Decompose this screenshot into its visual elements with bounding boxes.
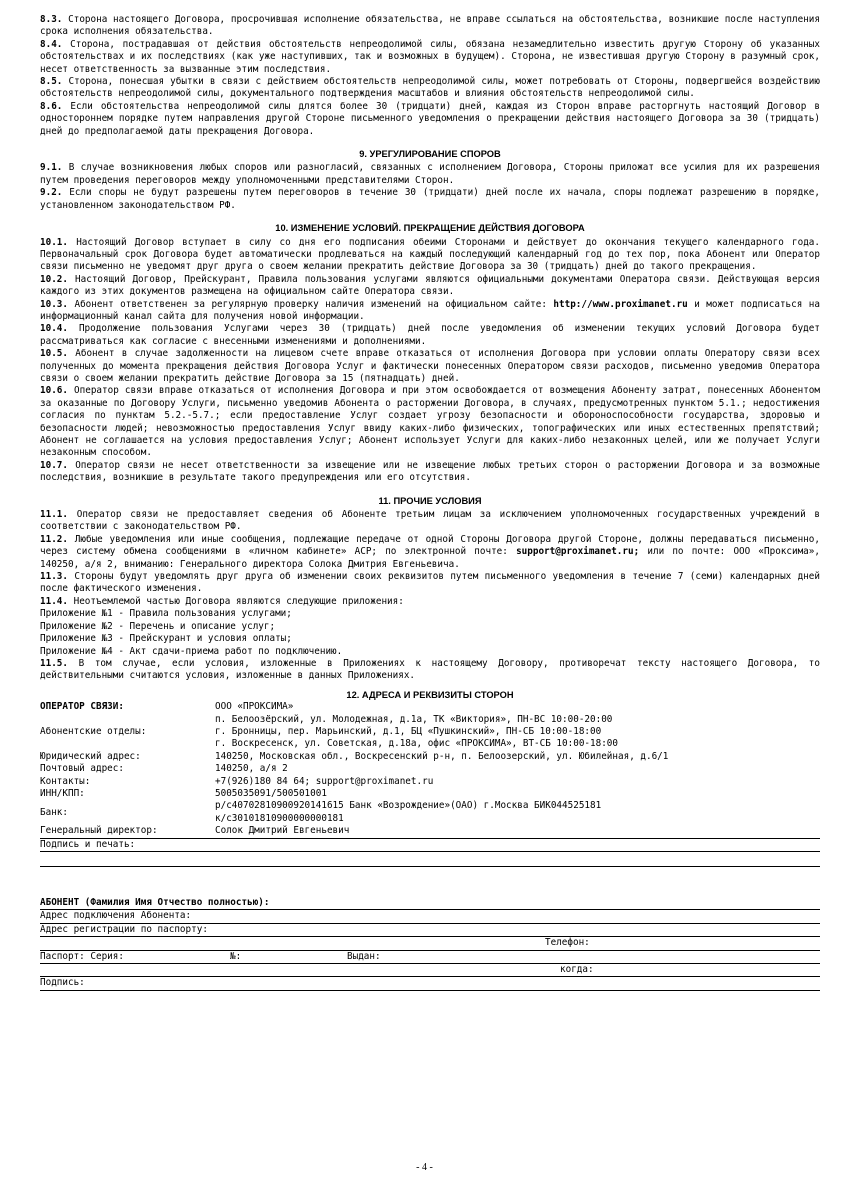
connection-address-label: Адрес подключения Абонента:: [40, 910, 192, 922]
support-email-link[interactable]: support@proximanet.ru;: [516, 546, 640, 558]
section-10-title: 10. ИЗМЕНЕНИЕ УСЛОВИЙ. ПРЕКРАЩЕНИЕ ДЕЙСТВИЯ ДОГОВОРА: [275, 223, 585, 234]
postal-address-label: Почтовый адрес:: [40, 763, 124, 775]
clause: 8.5. Сторона, понесшая убытки в связи с действием обстоятельств непреодолимой силы, может потребовать от Стороны, подвергшейся воздействию обстоятельств непреодолимой силы, документального подтверждения масштабов и влияния обстоятельств непреодолимой силы.: [40, 76, 820, 100]
inn-kpp-label: ИНН/КПП:: [40, 787, 85, 799]
clause: 11.4. Неотъемлемой частью Договора являются следующие приложения:: [40, 595, 404, 607]
website-link[interactable]: http://www.proximanet.ru: [553, 298, 688, 310]
appendix-item: Приложение №4 - Акт сдачи-приема работ по подключению.: [40, 645, 343, 657]
section-12-title: 12. АДРЕСА И РЕКВИЗИТЫ СТОРОН: [346, 689, 514, 700]
operator-signature-line[interactable]: Подпись и печать:: [40, 839, 820, 852]
connection-address-field[interactable]: [40, 909, 820, 923]
clause: 10.2. Настоящий Договор, Прейскурант, Правила пользования услугами являются официальными документами Оператора связи. Действующая версия каждого из этих документов размещена на официальном сайте Оператора связи.: [40, 273, 820, 298]
bank-account: р/с40702810900920141615 Банк «Возрождение»(ОАО) г.Москва БИК044525181: [215, 800, 602, 812]
phone-label: Телефон:: [545, 937, 590, 949]
clause: 11.2. Любые уведомления или иные сообщения, подлежащие передаче от одной Стороны Договора другой Стороне, должны передаваться письменно, через систему обмена сообщениями в «личном кабинете» АСР; по электронной почте: support@proximanet.ru; или по почте: ООО «Проксима», 140250, а/я 2, вниманию: Генерального директора Солока Дмитрия Евгеньевича.: [40, 533, 820, 570]
passport-date-field[interactable]: [40, 964, 820, 977]
appendix-item: Приложение №1 - Правила пользования услугами;: [40, 608, 292, 620]
registration-address-label: Адрес регистрации по паспорту:: [40, 923, 208, 935]
passport-date-label: когда:: [560, 963, 594, 975]
clause: 10.3. Абонент ответственен за регулярную проверку наличия изменений на официальном сайте: http://www.proximanet.ru и может подписаться на информационный канал сайта для получения новой информации.: [40, 298, 820, 322]
abonent-signature-label: Подпись:: [40, 977, 85, 989]
passport-field[interactable]: [40, 951, 820, 964]
appendix-item: Приложение №3 - Прейскурант и условия оплаты;: [40, 633, 292, 645]
appendix-item: Приложение №2 - Перечень и описание услуг;: [40, 620, 276, 632]
passport-number-label: №:: [230, 950, 242, 962]
legal-address-label: Юридический адрес:: [40, 750, 141, 762]
passport-issued-label: Выдан:: [347, 950, 381, 962]
postal-address-value: 140250, а/я 2: [215, 763, 288, 775]
phone-field[interactable]: [40, 937, 820, 950]
director-name: Солок Дмитрий Евгеньевич: [215, 825, 820, 838]
office-address: г. Бронницы, пер. Марьинский, д.1, БЦ «Пушкинский», ПН-СБ 10:00-18:00: [215, 725, 602, 737]
bank-corr-account: к/с30101810900000000181: [215, 812, 344, 824]
operator-address: п. Белоозёрский, ул. Молодежная, д.1а, ТК «Виктория», ПН-ВС 10:00-20:00: [215, 713, 613, 725]
clause: 11.1. Оператор связи не предоставляет сведения об Абоненте третьим лицам за исключением уполномоченных государственных учреждений в соответствии с законодательством РФ.: [40, 509, 820, 533]
clause: 9.1. В случае возникновения любых споров или разногласий, связанных с исполнением Договора, Стороны приложат все усилия для их разрешения путем проведения переговоров между уполномоченными представителями Сторон.: [40, 162, 820, 186]
requisites-table: [40, 701, 820, 838]
bank-label: Банк:: [40, 806, 68, 818]
offices-label: Абонентские отделы:: [40, 725, 147, 737]
registration-address-field[interactable]: [40, 924, 820, 937]
clause: 11.3. Стороны будут уведомлять друг друга об изменении своих реквизитов путем письменного уведомления в течение 7 (семи) календарных дней после фактического изменения.: [40, 571, 820, 595]
clause: 10.6. Оператор связи вправе отказаться от исполнения Договора и при этом освобождается от возмещения Абоненту затрат, понесенных Абонентом за оказанные по Договору Услуги, письменно уведомив Абонента о расторжении Договора, в случаях, предусмотренных пунктом 5.1.; недостижения согласия по пунктам 5.2.-5.7.; если предоставление Услуг создает угрозу безопасности и обороноспособности государства, здоровью и безопасности людей; невозможностью предоставления Услуг ввиду каких-либо физических, топографических или иных естественных препятствий; Абонент не соглашается на условия предоставления Услуг; Абонент использует Услуги для каких-либо незаконных целей, или же получает Услуги незаконным способом.: [40, 385, 820, 459]
clause: 10.5. Абонент в случае задолженности на лицевом счете вправе отказаться от исполнения Договора при условии оплаты Оператору связи всех полученных до момента прекращения действия Договора Услуг и фактически понесенных Оператором связи расходов, письменно уведомив Оператора связи о своем желании прекратить действие Договора за 15 (пятнадцать) дней.: [40, 348, 820, 384]
clause: 8.6. Если обстоятельства непреодолимой силы длятся более 30 (тридцати) дней, каждая из Сторон вправе расторгнуть настоящий Договор в одностороннем порядке путем направления другой Стороне письменного уведомления о прекращении действия настоящего Договора за 30 (тридцать) дней до предполагаемой даты прекращения Договора.: [40, 100, 820, 137]
contacts-value: +7(926)180 84 64; support@proximanet.ru: [215, 775, 434, 787]
operator-label: ОПЕРАТОР СВЯЗИ:: [40, 701, 124, 713]
section-8-items: [40, 14, 820, 138]
clause: 10.1. Настоящий Договор вступает в силу со дня его подписания обеими Сторонами и действует до окончания текущего календарного года. Первоначальный срок Договора будет автоматически продлеваться на каждый последующий календарный год до тех пор, пока Абонент или Оператор связи письменно не уведомят друг друга о своем желании прекратить действие Договора за 30 (тридцать) дней до такого прекращения.: [40, 236, 820, 273]
abonent-title: АБОНЕНТ (Фамилия Имя Отчество полностью):: [40, 896, 270, 908]
legal-address-value: 140250, Московская обл., Воскресенский р-н, п. Белоозерский, ул. Юбилейная, д.6/1: [215, 750, 669, 762]
abonent-signature-field[interactable]: [40, 977, 820, 990]
section-11-title: 11. ПРОЧИЕ УСЛОВИЯ: [378, 495, 482, 506]
passport-series-label: Паспорт: Серия:: [40, 950, 124, 962]
inn-kpp-value: 5005035091/500501001: [215, 787, 327, 799]
clause: 10.7. Оператор связи не несет ответственности за извещение или не извещение любых третьих сторон о расторжении Договора и за возможные последствия, возникшие в результате такого предупреждения или его отсутствия.: [40, 459, 820, 484]
contacts-label: Контакты:: [40, 775, 91, 787]
operator-name: ООО «ПРОКСИМА»: [215, 701, 294, 713]
director-label: Генеральный директор:: [40, 825, 215, 838]
clause: 8.4. Сторона, пострадавшая от действия обстоятельств непреодолимой силы, обязана незамедлительно известить другую Сторону об указанных обстоятельствах и их последствиях (как уже наступивших, так и возможных в будущем). Сторона, не известившая другую Сторону в разумный срок, несет ответственность за вызванные этим последствия.: [40, 38, 820, 75]
clause: 10.4. Продолжение пользования Услугами через 30 (тридцать) дней после уведомления об изменении текущих условий Договора будет рассматриваться как согласие с внесенными изменениями и дополнениями.: [40, 323, 820, 347]
clause: 8.3. Сторона настоящего Договора, просрочившая исполнение обязательства, не вправе ссылаться на обстоятельства, возникшие после наступления срока исполнения обязательства.: [40, 14, 820, 38]
page-number: - 4 -: [416, 1162, 433, 1173]
divider: [40, 852, 820, 867]
clause: 9.2. Если споры не будут разрешены путем переговоров в течение 30 (тридцати) дней после их начала, споры подлежат разрешению в порядке, установленном законодательством РФ.: [40, 187, 820, 211]
section-9-title: 9. УРЕГУЛИРОВАНИЕ СПОРОВ: [359, 149, 501, 160]
clause: 11.5. В том случае, если условия, изложенные в Приложениях к настоящему Договору, противоречат тексту настоящего Договора, то действительными считаются условия, изложенные в данных Приложениях.: [40, 657, 820, 682]
office-address: г. Воскресенск, ул. Советская, д.18а, офис «ПРОКСИМА», ВТ-СБ 10:00-18:00: [215, 738, 618, 750]
document-page: [40, 14, 820, 991]
